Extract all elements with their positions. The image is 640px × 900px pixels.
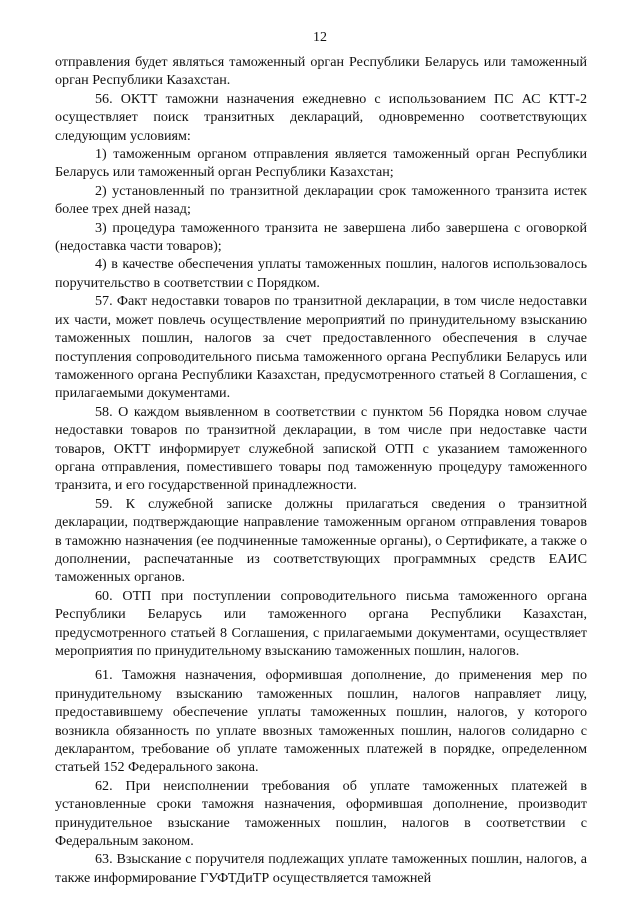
- condition-3: 3) процедура таможенного транзита не завершена либо завершена с оговоркой (недоставка части товаров);: [55, 219, 587, 255]
- paragraph-58: 58. О каждом выявленном в соответствии с пунктом 56 Порядка новом случае недоставки товаров по транзитной декларации, в том числе при недоставке части товаров, ОКТТ информирует служебной запиской ОТП с указанием таможенного органа отправления, поместившего товары под таможенную процедуру таможенного транзита, и его государственной принадлежности.: [55, 403, 587, 494]
- condition-2: 2) установленный по транзитной декларации срок таможенного транзита истек более трех дней назад;: [55, 182, 587, 218]
- paragraph-continuation: отправления будет являться таможенный орган Республики Беларусь или таможенный орган Республики Казахстан.: [55, 54, 587, 89]
- paragraph-59: 59. К служебной записке должны прилагаться сведения о транзитной декларации, подтверждающие направление таможенным органом отправления товаров в таможню назначения (ее подчиненные таможенные органы), о Сертификате, а также о дополнении, распечатанные из соответствующих программных средств ЕАИС таможенных органов.: [55, 495, 587, 586]
- condition-4: 4) в качестве обеспечения уплаты таможенных пошлин, налогов использовалось поручительство в соответствии с Порядком.: [55, 256, 587, 291]
- paragraph-60: 60. ОТП при поступлении сопроводительного письма таможенного органа Республики Беларусь или таможенного органа Республики Казахстан, предусмотренного статьей 8 Соглашения, с прилагаемыми документами, осуществляет мероприятия по принудительному взысканию таможенных пошлин, налогов.: [55, 587, 587, 659]
- paragraph-57: 57. Факт недоставки товаров по транзитной декларации, в том числе недоставки их части, может повлечь осуществление мероприятий по принудительному взысканию таможенных пошлин, налогов за счет предоставленного обеспечения в случае поступления сопроводительного письма таможенного органа Республики Беларусь или таможенного органа Республики Казахстан, предусмотренного статьей 8 Соглашения, с прилагаемыми документами.: [55, 293, 587, 402]
- condition-1: 1) таможенным органом отправления является таможенный орган Республики Беларусь или таможенный орган Республики Казахстан;: [55, 146, 587, 181]
- paragraph-61: 61. Таможня назначения, оформившая дополнение, до применения мер по принудительному взысканию таможенных пошлин, налогов направляет лицу, предоставившему обеспечение уплаты таможенных пошлин, налогов, у которого возникла обязанность по уплате ввозных таможенных пошлин, налогов солидарно с декларантом, требование об уплате таможенных платежей в порядке, определенном статьей 152 Федерального закона.: [55, 667, 587, 776]
- page-number: 12: [313, 30, 327, 45]
- paragraph-63: 63. Взыскание с поручителя подлежащих уплате таможенных пошлин, налогов, а также информирование ГУФТДиТР осуществляется таможней: [55, 851, 587, 886]
- paragraph-62: 62. При неисполнении требования об уплате таможенных платежей в установленные сроки таможня назначения, оформившая дополнение, производит принудительное взыскание таможенных пошлин, налогов в соответствии с Федеральным законом.: [55, 777, 587, 850]
- body-text: [55, 53, 587, 887]
- paragraph-56: 56. ОКТТ таможни назначения ежедневно с использованием ПС АС КТТ-2 осуществляет поиск транзитных деклараций, одновременно соответствующих следующим условиям:: [55, 90, 587, 144]
